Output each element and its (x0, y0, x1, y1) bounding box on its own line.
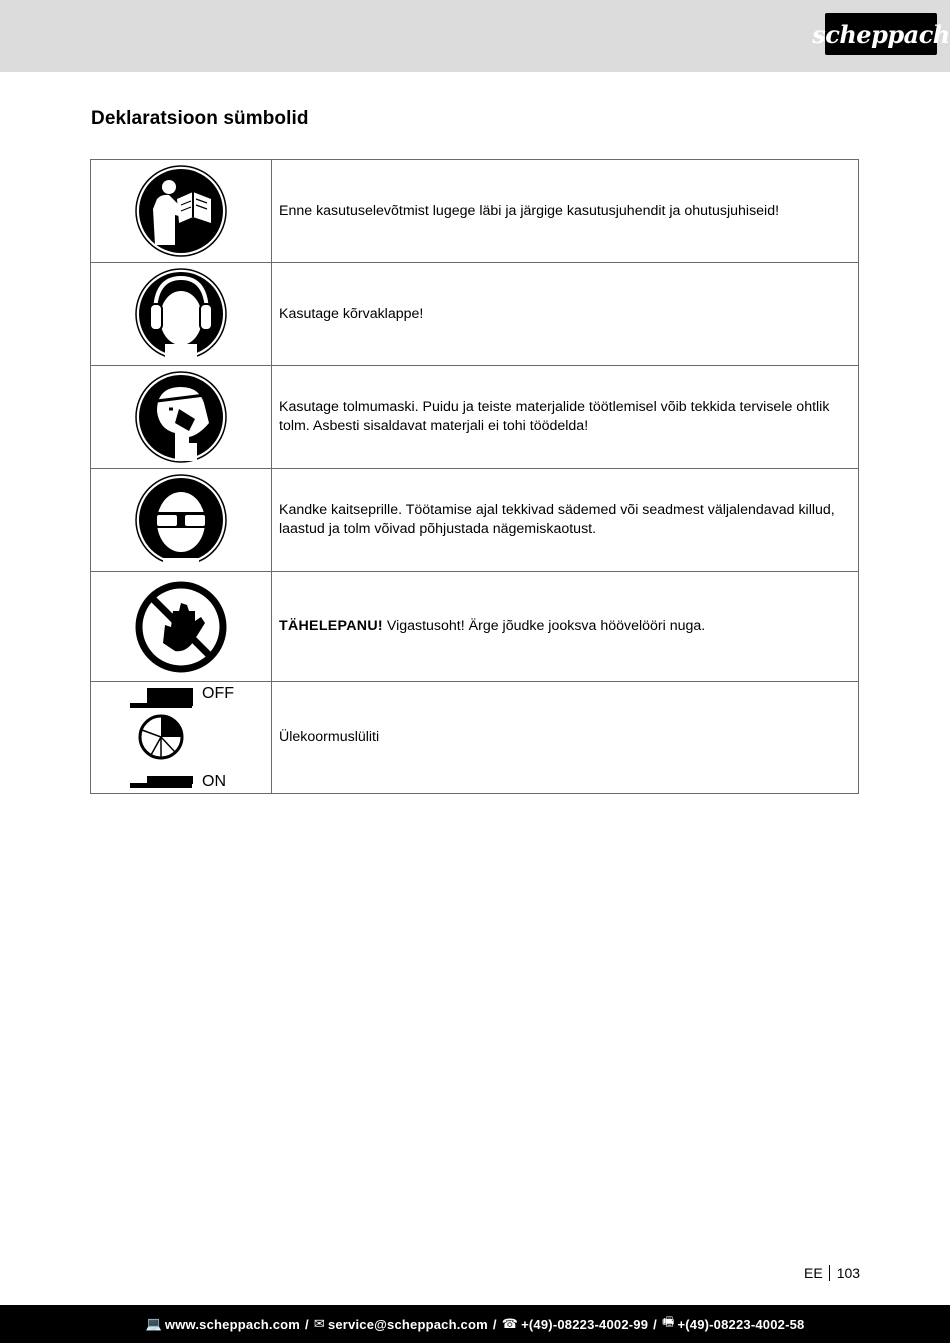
footer-fax: +(49)-08223-4002-58 (677, 1316, 805, 1332)
footer-separator: / (492, 1316, 497, 1332)
header-bar (0, 0, 950, 72)
table-row (91, 366, 859, 469)
footer-separator: / (305, 1316, 309, 1332)
read-manual-icon (135, 165, 227, 257)
page-title: Deklaratsioon sümbolid (91, 108, 309, 129)
safety-goggles-icon (135, 474, 227, 566)
table-row (91, 160, 859, 263)
computer-icon: 💻 (145, 1316, 162, 1331)
overload-switch-symbol (91, 682, 271, 793)
symbol-cell (91, 366, 272, 469)
footer-bar (0, 1305, 950, 1343)
symbol-cell (91, 682, 272, 794)
email-icon: ✉ (313, 1316, 325, 1331)
footer-phone: +(49)-08223-4002-99 (521, 1316, 649, 1332)
symbol-cell (91, 160, 272, 263)
symbol-cell (91, 263, 272, 366)
footer-website[interactable]: www.scheppach.com (164, 1316, 301, 1332)
table-row (91, 263, 859, 366)
footer-separator: / (653, 1316, 657, 1332)
page-section: EE (804, 1265, 823, 1281)
footer-email[interactable]: service@scheppach.com (327, 1316, 488, 1332)
fax-icon: 🖷 (661, 1314, 675, 1329)
brand-logo: scheppach (825, 13, 937, 55)
phone-icon: ☎ (501, 1316, 519, 1331)
overload-switch-icon (91, 682, 271, 793)
off-label: OFF (202, 685, 234, 702)
symbol-description: Ülekoormuslüliti (272, 682, 859, 794)
symbol-description: Enne kasutuselevõtmist lugege läbi ja järgige kasutusjuhendit ja ohutusjuhiseid! (272, 160, 859, 263)
dust-mask-icon (135, 371, 227, 463)
on-label: ON (202, 773, 226, 790)
do-not-touch-icon (135, 581, 227, 673)
symbols-table (90, 159, 859, 794)
page-number-value: 103 (836, 1265, 861, 1281)
ear-protection-icon (135, 268, 227, 360)
page-number (804, 1265, 860, 1281)
page-number-divider (829, 1265, 830, 1281)
symbol-cell (91, 469, 272, 572)
warning-text: Vigastusoht! Ärge jõudke jooksva höövelööri nuga. (382, 618, 706, 634)
symbol-description: Kandke kaitseprille. Töötamise ajal tekkivad sädemed või seadmest väljalendavad killud, laastud ja tolm võivad põhjustada nägemiskaotust. (272, 469, 859, 572)
symbol-description: Kasutage kõrvaklappe! (272, 263, 859, 366)
symbol-description: Kasutage tolmumaski. Puidu ja teiste materjalide töötlemisel võib tekkida tervisele ohtlik tolm. Asbesti sisaldavat materjali ei tohi töödelda! (272, 366, 859, 469)
table-row (91, 469, 859, 572)
table-row (91, 682, 859, 794)
symbol-description (272, 572, 859, 682)
symbol-cell (91, 572, 272, 682)
table-row (91, 572, 859, 682)
warning-lead: TÄHELEPANU! (279, 618, 383, 634)
